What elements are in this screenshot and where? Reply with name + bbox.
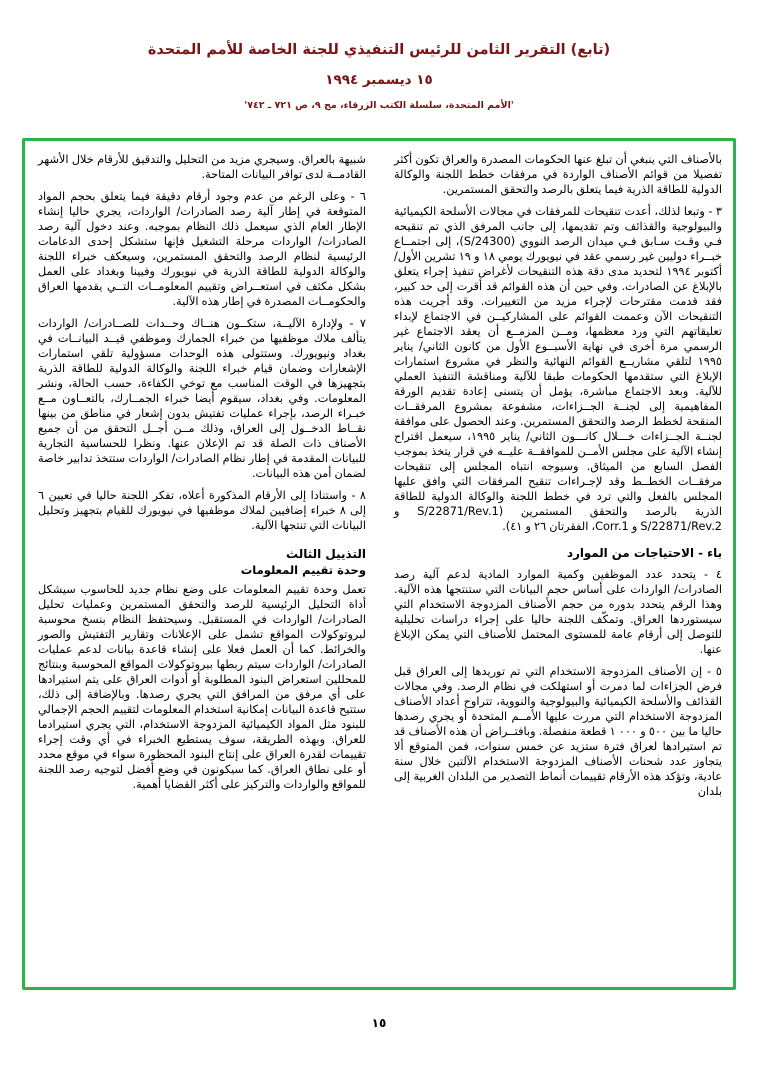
- page-header: [0, 0, 758, 111]
- right-column: [394, 152, 722, 978]
- page-number: ١٥: [371, 1016, 387, 1030]
- paragraph: ٤ - يتحدد عدد الموظفين وكمية الموارد المادية لدعم آلية رصد الصادرات/ الواردات على أساس حجم البيانات التي ستنتجها هذه الآلية. وهذا الرقم يتحدد بدوره من حجم الأصناف المزدوجة الاستخدام التي سيستوردها العراق. وتمكّف اللجنة حاليا على إجراء دراسات تحليلية للتوصل إلى أرقام عامة للمستوى المحتمل للأصناف التي يمكن الإبلاغ عنها.: [394, 568, 722, 656]
- paragraph: تعمل وحدة تقييم المعلومات على وضع نظام جديد للحاسوب سيشكل أداة التحليل الرئيسية للرصد والتحقق المستمرين وعمليات تحليل الصادرات/ الواردات في المستقبل. وسيحتفظ النظام بنسخ محوسبة لبروتوكولات المواقع تشمل على الإعلانات وتقارير التفتيش والصور والخرائط. كما أن العمل فعلا على إنشاء قاعدة بيانات لدعم عمليات الصادرات/ الواردات سيتم ربطها ببروتوكولات المواقع المحوسبة وبنتائج للمحللين استعراض البنود المطلوبة أو أدوات العراق على يتم استيرادها على أي مرفق من المرافق التي يجري رصدها. وبالإضافة إلى ذلك، ستتيح قاعدة البيانات إمكانية استخدام المعلومات لتقييم الحجم الإجمالي للبنود مثل المواد الكيميائية المزدوجة الاستخدام، التي يجري استيرادما للعراق. وبهذه الطريقة، سوف يستطيع الخبراء في أي وقت إجراء تقييمات لقدرة العراق على إنتاج البنود المحظورة سواء في موقع محدد أو على نطاق العراق. كما سيكونون في وضع أفضل لتوجيه رصد اللجنة للمواقع والواردات والتركيز على أكثر القضايا أهمية.: [38, 583, 366, 791]
- document-date: ١٥ ديسمبر ١٩٩٤: [325, 72, 433, 89]
- two-column-body: [38, 152, 722, 978]
- document-title: (تابع) التقرير الثامن للرئيس التنفيذي للجنة الخاصة للأمم المتحدة: [147, 42, 611, 58]
- section-heading-resources: باء - الاحتياجات من الموارد: [567, 546, 722, 560]
- appendix-subheading: وحدة تقييم المعلومات: [240, 563, 366, 577]
- left-column: [38, 152, 366, 978]
- paragraph: ٦ - وعلى الرغم من عدم وجود أرقام دقيقة فيما يتعلق بحجم المواد المتوقعة في إطار آلية رصد الصادرات/ الواردات، يجري حاليا إنشاء الإطار العام الذي سيعمل ذلك النظام بموجبه. وعند دخول آلية رصد الصادرات/ الواردات مرحلة التشغيل فإنها ستشكل إحدى الدعامات الرئيسية لنظام الرصد والتحقق المستمرين، وسيعكف خبراء اللجنة والوكالة الدولية للطاقة الذرية في نيويورك وفيينا وبغداد على العمل بشكل مكثف في استعــراض وتقييم المعلومــات التــي يقدمها العراق والحكومــات المصدرة في إطار هذه الآلية.: [38, 190, 366, 308]
- paragraph: ٣ - وتبعا لذلك، أعدت تنقيحات للمرفقات في مجالات الأسلحة الكيميائية والبيولوجية والقذائف وتم تقديمها، إلى جانب المرفق الذي تم تنقيحه فـي وقـت سـابق فـي ميدان الرصد النووي (S/24300)، إلى اجتمــاع خبــراء دوليين غير رسمي عقد في نيويورك يومي ١٨ و ١٩ تشرين الأول/ أكتوبر ١٩٩٤ لتحديد مدى دقة هذه التنقيحات لأغراض تنفيذ إجراء يتعلق بالإبلاغ عن الصادرات. وفي حين أن هذه القوائم قد أقرت إلى حد كبير، فقد قدمت مقترحات لإجراء مزيد من التغييرات. وقد أجريت هذه التنقيحات الآن وعممت القوائم على المشاركيــن في الاجتماع لإبداء تعليقاتهم التي ورد معظمها، ومــن المزمــع أن يعقد الاجتماع غير الرسمي مرة أخرى في نهاية الأسبــوع الأول من كانون الثاني/ يناير ١٩٩٥ لتلقي مشاريــع القوائم النهائية والنظر في مشروع استمارات الإبلاغ التي ستقدمها الحكومات طبقا للآلية ومناقشة التنفيذ العملي للآلية. وبعد الاجتماع مباشرة، يؤمل أن يتسنى إعادة تقديم الورقة المفاهيمية إلى لجنــة الجــزاءات، مشفوعة بمشروع المرفقــات المنقحة لخطط الرصد والتحقق المستمرين. وعند الحصول على موافقة لجنــة الجــزاءات خـــلال كانـــون الثاني/ يناير ١٩٩٥، سيعمل اقتراح إنشاء الآلية على مجلس الأمــن للموافقــة عليــه في قرار يتخذ بموجب الفصل السابع من الميثاق. وسيوجه انتباه المجلس إلى تنقيحات مرفقــات الخطــط وقد لإجـراءات تنقيح المرفقات التي وافق عليها المجلس بالفعل والتي ترد في خطط اللجنة والوكالة الدولية للطاقة الذرية بالرصد والتحقق المستمرين (S/22871/Rev.1 و S/22871/Rev.2 و Corr.1، الفقرتان ٢٦ و ٤١).: [394, 205, 723, 533]
- paragraph: بالأصناف التي ينبغي أن تبلغ عنها الحكومات المصدرة والعراق تكون أكثر تفصيلا من قوائم الأصناف الواردة في مرفقات خطط اللجنة والوكالة الدولية للطاقة الذرية فيما يتعلق بالرصد والتحقق المستمرين.: [394, 153, 722, 196]
- paragraph: ٨ - واستنادا إلى الأرقام المذكورة أعلاه، تفكر اللجنة حاليا في تعيين ٦ إلى ٨ خبراء إضافيين لملاك موظفيها في نيويورك للقيام بتجهيز وتحليل البيانات التي تنتجها الآلية.: [38, 489, 367, 532]
- appendix-heading: التذييل الثالث: [286, 547, 366, 561]
- paragraph: ٧ - ولإدارة الآليــة، ستكــون هنــاك وحــدات للصــادرات/ الواردات يتألف ملاك موظفيها من خبراء الجمارك وموظفي قيــد البيانــات في بغداد ونيويورك. وستتولى هذه الوحدات مسؤولية تلقي استمارات الإشعارات وضمان قيام خبراء اللجنة والوكالة الدولية للطاقة الذرية بتجهيزها في الوقت المناسب مع توخي الكفاءة، حسب الحالة، ونشر المعلومات. وفي بغداد، سيقوم أيضا خبراء الجمــارك، بالتعــاون مــع خبـراء الرصد، بإجراء عمليات تفتيش بدون إشعار في مناطق من بينها نقــاط الدخــول إلى العراق، وذلك مــن أجــل التحقق من أن جميع الأصناف ذات الصلة قد تم الإعلان عنها. ونظرا للحساسية التجارية للبيانات المقدمة في إطار نظام الصادرات/ الواردات ستتخذ تدابير خاصة لضمان أمن هذه البيانات.: [38, 317, 366, 480]
- paragraph: شبيهة بالعراق. وسيجري مزيد من التحليل والتدقيق للأرقام خلال الأشهر القادمــة لدى توافر البيانات المتاحة.: [38, 153, 366, 181]
- document-source-note: 'الأمم المتحدة، سلسلة الكتب الزرقاء، مج ٩، ص ٧٢١ ـ ٧٤٢': [244, 100, 514, 112]
- paragraph: ٥ - إن الأصناف المزدوجة الاستخدام التي تم توريدها إلى العراق قبل فرض الجزاءات لما دمرت أو استهلكت في نظام الرصد. وفي مجالات القذائف والأسلحة الكيميائية والبيولوجية والنووية، تتراوح أعداد الأصناف المزدوجة الاستخدام التي مررت عليها الأمــم المتحدة أو يجري رصدها حاليا ما بين ٥٠٠ و ٠٠٠ ١ قطعة منفصلة. وبافتــراض أن هذه الأصناف قد تم استيرادها لعراق فترة ستزيد عن خمس سنوات، فمن المتوقع ألا يتجاوز عدد شحنات الأصناف المزدوجة الاستخدام الآلتين خلال سنة عادية، وتؤكد هذه الأرقام تقييمات أنماط التصدير من البلدان الغربية إلى بلدان: [394, 665, 723, 798]
